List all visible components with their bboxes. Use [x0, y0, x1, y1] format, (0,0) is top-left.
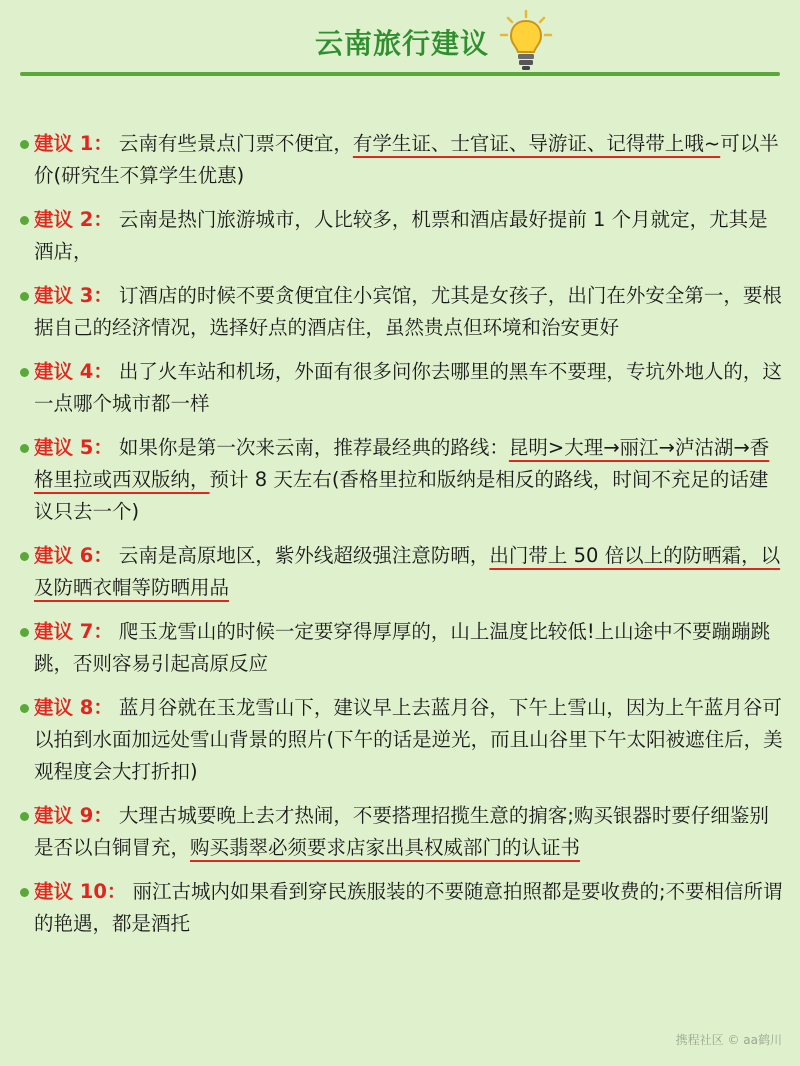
list-item	[20, 616, 785, 680]
list-item	[20, 692, 785, 788]
list-item	[20, 540, 785, 604]
tip-label: 建议 5：	[34, 436, 113, 459]
tip-text: 丽江古城内如果看到穿民族服装的不要随意拍照都是要收费的;不要相信所谓的艳遇，都是酒托	[34, 880, 783, 935]
tip-label: 建议 10：	[34, 880, 127, 903]
bullet-dot	[20, 552, 29, 561]
list-item	[20, 800, 785, 864]
page-title: 云南旅行建议	[315, 27, 490, 60]
list-item	[20, 356, 785, 420]
watermark: 携程社区 © aa鹤川	[675, 1033, 782, 1047]
title-divider	[20, 72, 780, 76]
tip-text: 可以半价(研究生不算学生优惠)	[34, 132, 779, 187]
bullet-dot	[20, 888, 29, 897]
list-item	[20, 128, 785, 192]
tip-highlight: 出门带上 50 倍以上的防晒霜，以及防晒衣帽等防晒用品	[34, 544, 781, 599]
tip-label: 建议 1：	[34, 132, 113, 155]
bullet-dot	[20, 216, 29, 225]
tip-label: 建议 7：	[34, 620, 113, 643]
tip-text: 云南是热门旅游城市，人比较多，机票和酒店最好提前 1 个月就定，尤其是酒店，	[34, 208, 768, 263]
bullet-dot	[20, 444, 29, 453]
tip-label: 建议 9：	[34, 804, 113, 827]
tip-text: 蓝月谷就在玉龙雪山下，建议早上去蓝月谷，下午上雪山，因为上午蓝月谷可以拍到水面加远处雪山背景的照片(下午的话是逆光，而且山谷里下午太阳被遮住后，美观程度会大打折扣)	[34, 696, 783, 783]
bullet-dot	[20, 140, 29, 149]
bullet-dot	[20, 368, 29, 377]
tip-text: 出了火车站和机场，外面有很多问你去哪里的黑车不要理，专坑外地人的，这一点哪个城市都一样	[34, 360, 782, 415]
bullet-dot	[20, 812, 29, 821]
bullet-dot	[20, 628, 29, 637]
lightbulb-icon	[498, 8, 554, 74]
tip-label: 建议 6：	[34, 544, 113, 567]
tip-text: 云南有些景点门票不便宜，	[118, 132, 353, 155]
tip-label: 建议 4：	[34, 360, 113, 383]
list-item	[20, 876, 785, 940]
bullet-dot	[20, 704, 29, 713]
tip-text: 订酒店的时候不要贪便宜住小宾馆，尤其是女孩子，出门在外安全第一，要根据自己的经济情况，选择好点的酒店住，虽然贵点但环境和治安更好	[34, 284, 782, 339]
tips-list	[20, 128, 785, 952]
tip-text: 预计 8 天左右(香格里拉和版纳是相反的路线，时间不充足的话建议只去一个)	[34, 468, 769, 523]
tip-text: 云南是高原地区，紫外线超级强注意防晒，	[118, 544, 490, 567]
tip-highlight: 购买翡翠必须要求店家出具权威部门的认证书	[190, 836, 581, 859]
tip-label: 建议 2：	[34, 208, 113, 231]
list-item	[20, 432, 785, 528]
tip-highlight: 昆明>大理→丽江→泸沽湖→香格里拉或西双版纳，	[34, 436, 770, 491]
tip-text: 爬玉龙雪山的时候一定要穿得厚厚的，山上温度比较低!上山途中不要蹦蹦跳跳，否则容易引起高原反应	[34, 620, 771, 675]
tip-highlight: 有学生证、士官证、导游证、记得带上哦~	[352, 132, 721, 155]
list-item	[20, 204, 785, 268]
tip-text: 大理古城要晚上去才热闹，不要搭理招揽生意的掮客;购买银器时要仔细鉴别是否以白铜冒充，	[34, 804, 769, 859]
tip-label: 建议 3：	[34, 284, 113, 307]
bullet-dot	[20, 292, 29, 301]
header	[0, 0, 800, 78]
tip-label: 建议 8：	[34, 696, 113, 719]
tip-text: 如果你是第一次来云南，推荐最经典的路线：	[118, 436, 509, 459]
list-item	[20, 280, 785, 344]
